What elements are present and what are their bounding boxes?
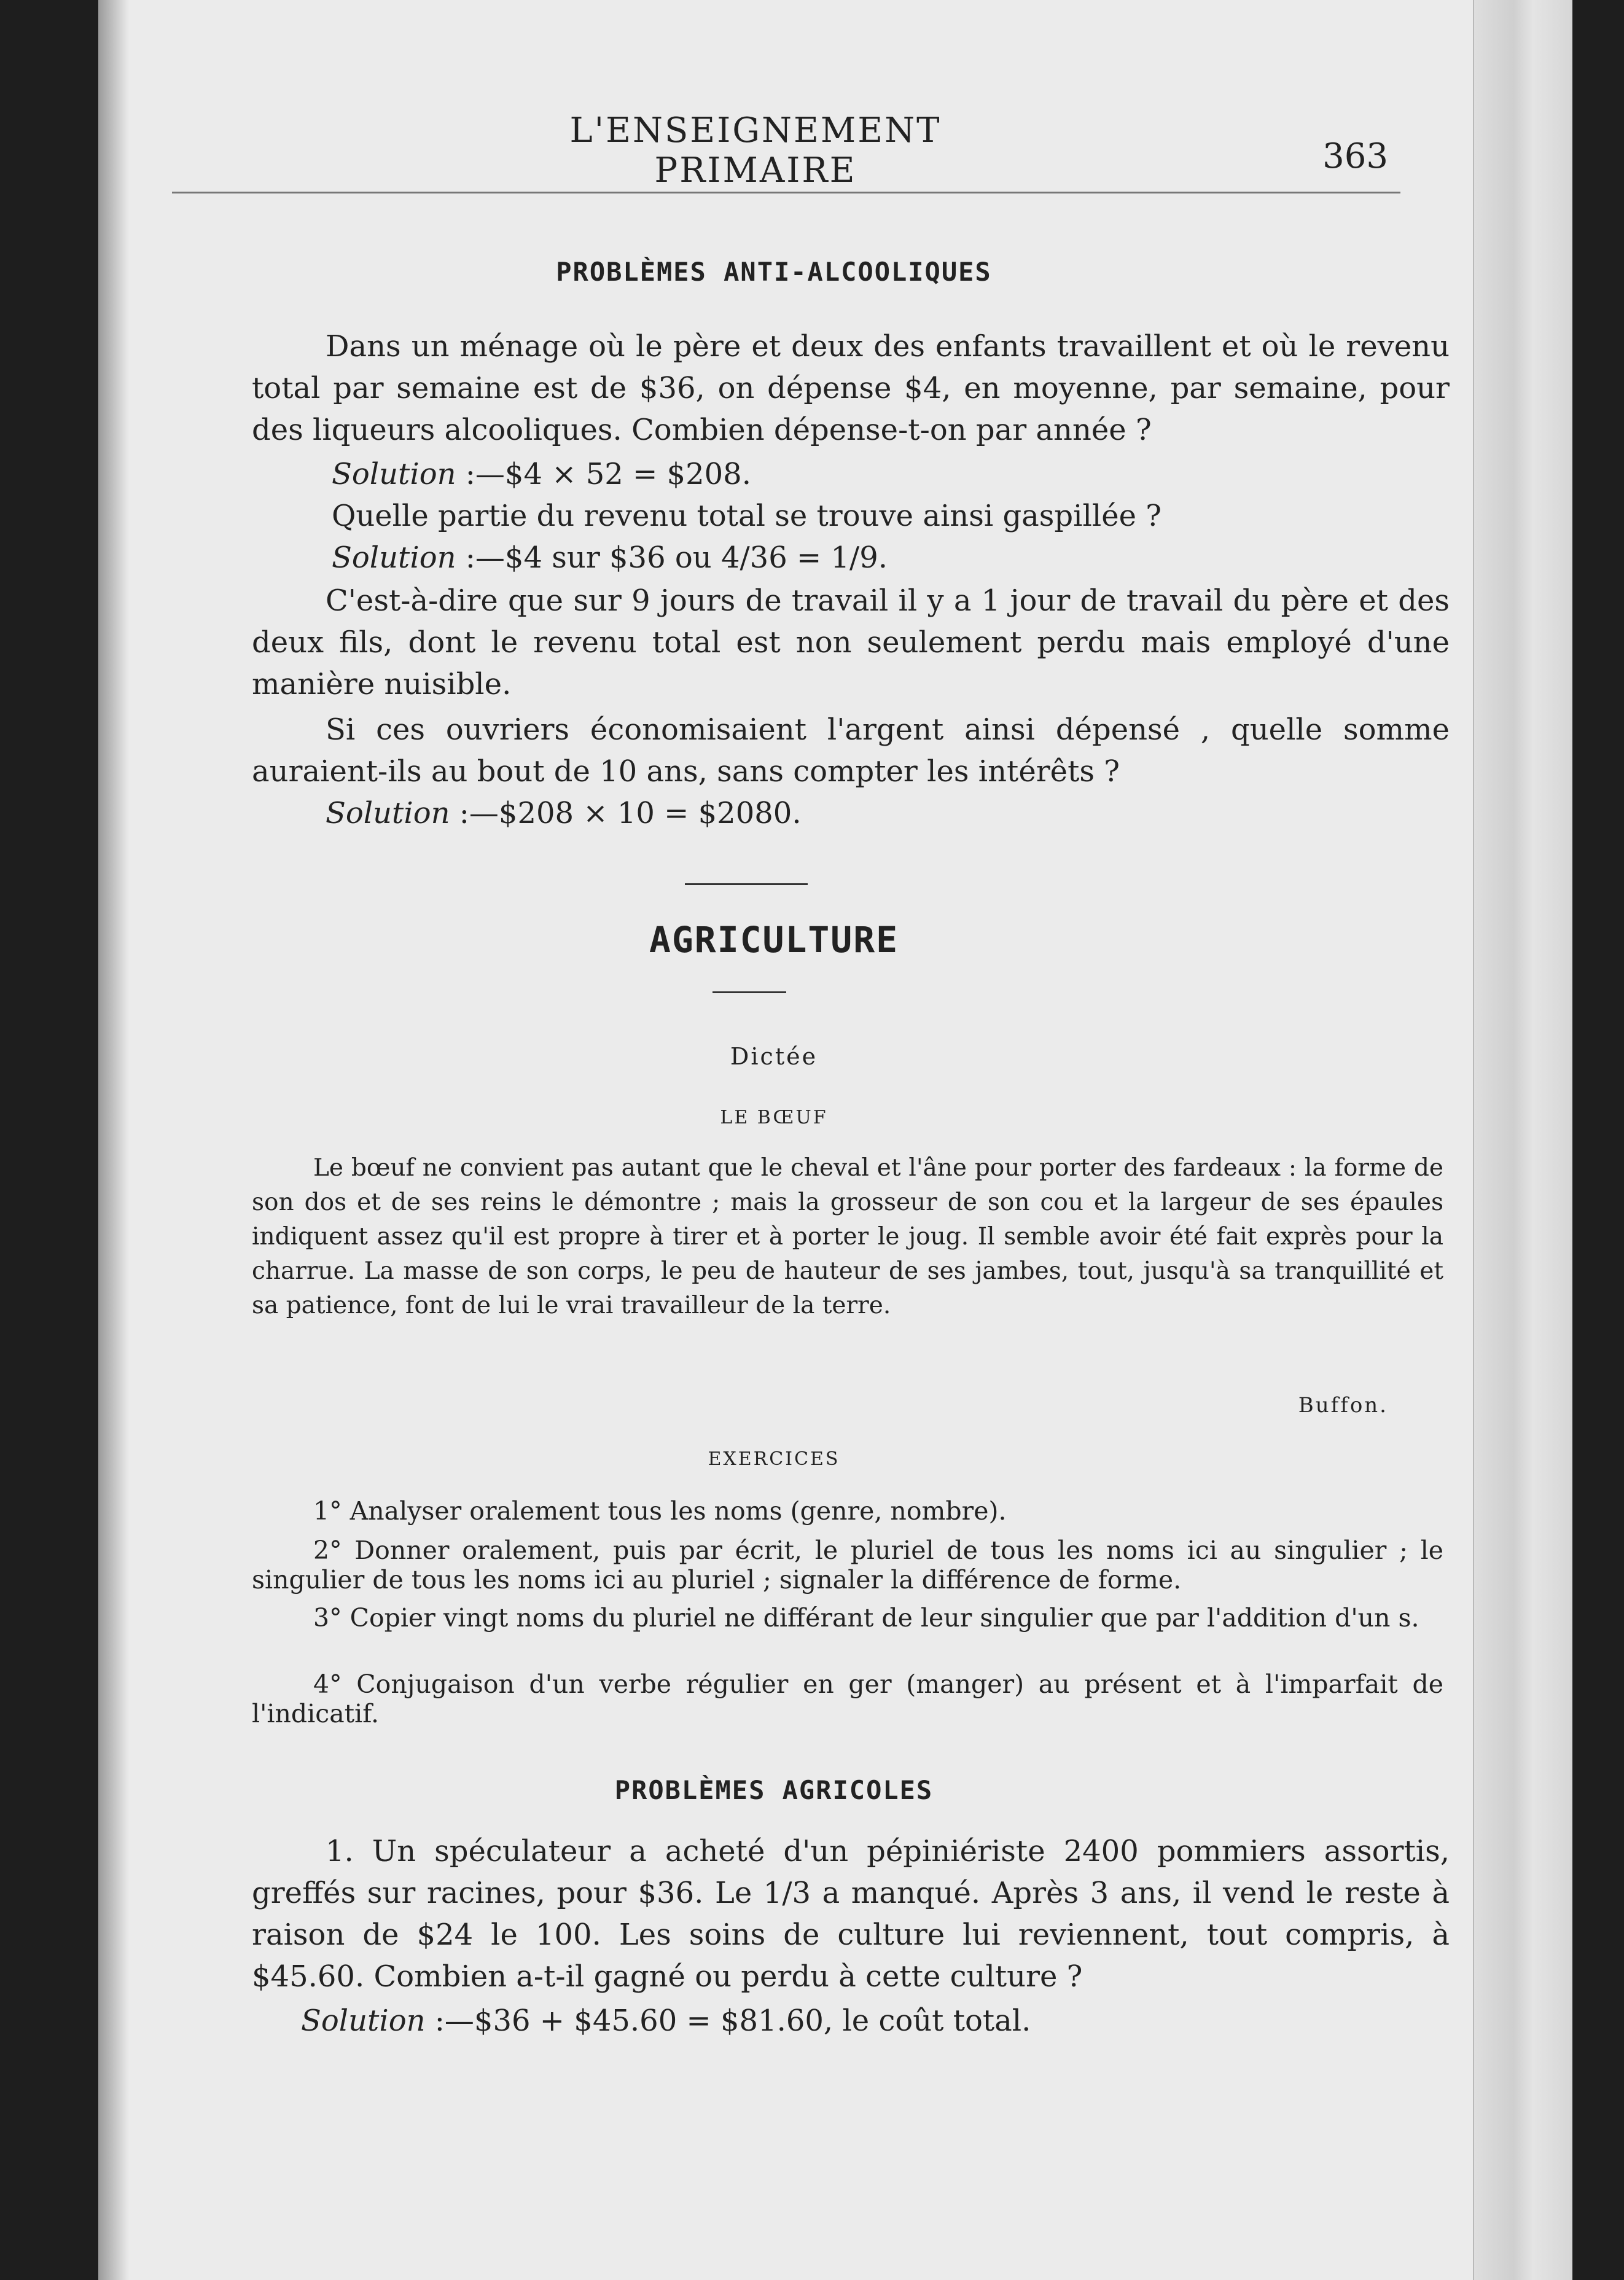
anti-alcool-paragraph-1: Dans un ménage où le père et deux des enfants travaillent et où le revenu total par semaine est de $36, on dépense $4, en moyenne, par semaine, pour des liqueurs alcooliques. Combien dépense-t-on par année ? (252, 329, 1450, 447)
agricoles-solution-1: Solution :—$36 + $45.60 = $81.60, le coût total. (301, 2004, 1031, 2038)
anti-alcool-title: PROBLÈMES ANTI-ALCOOLIQUES (556, 257, 992, 287)
agricoles-title: PROBLÈMES AGRICOLES (614, 1775, 934, 1805)
author: Buffon. (1298, 1393, 1388, 1418)
header-rule (172, 192, 1400, 193)
exercice-item: 4° Conjugaison d'un verbe régulier en ger (manger) au présent et à l'imparfait de l'indicatif. (252, 1669, 1443, 1728)
anti-alcool-paragraph-2: C'est-à-dire que sur 9 jours de travail il y a 1 jour de travail du père et des deux fils, dont le revenu total est non seulement perdu mais employé d'une manière nuisible. (252, 584, 1450, 701)
dictee-title: LE BŒUF (720, 1107, 828, 1128)
solution-3: Solution :—$208 × 10 = $2080. (326, 796, 802, 830)
solution-2: Solution :—$4 sur $36 ou 4/36 = 1/9. (332, 541, 888, 575)
anti-alcool-paragraph-3: Si ces ouvriers économisaient l'argent ainsi dépensé , quelle somme auraient-ils au bout de 10 ans, sans compter les intérêts ? (252, 712, 1450, 789)
section-rule-bottom (712, 991, 786, 993)
dictee-text: Le bœuf ne convient pas autant que le cheval et l'âne pour porter des fardeaux : la forme de son dos et de ses reins le démontre ; mais la grosseur de son cou et la largeur de ses épaules indiquent assez qu'il est propre à tirer et à porter le joug. Il semble avoir été fait exprès pour la charrue. La masse de son corps, le peu de hauteur de ses jambes, tout, jusqu'à sa tranquillité et sa patience, font de lui le vrai travailleur de la terre. (252, 1154, 1443, 1319)
agricoles-problem-1: 1. Un spéculateur a acheté d'un pépiniériste 2400 pommiers assortis, greffés sur racines, pour $36. Le 1/3 a manqué. Après 3 ans, il vend le reste à raison de $24 le 100. Les soins de culture lui reviennent, tout compris, à $45.60. Combien a-t-il gagné ou perdu à cette culture ? (252, 1834, 1450, 1994)
gutter-shadow (98, 0, 129, 2280)
page-edge (1473, 0, 1572, 2280)
section-rule-top (685, 883, 808, 885)
agriculture-title: AGRICULTURE (649, 919, 899, 961)
book-page (98, 0, 1572, 2280)
solution-1: Solution :—$4 × 52 = $208. (332, 457, 751, 491)
page-number: 363 (1322, 136, 1388, 176)
exercice-item: 2° Donner oralement, puis par écrit, le pluriel de tous les noms ici au singulier ; le singulier de tous les noms ici au pluriel ; signaler la différence de forme. (252, 1536, 1443, 1595)
exercice-item: 3° Copier vingt noms du pluriel ne différant de leur singulier que par l'addition d'un s. (313, 1603, 1419, 1633)
running-title: L'ENSEIGNEMENT PRIMAIRE (569, 111, 942, 190)
question-2: Quelle partie du revenu total se trouve ainsi gaspillée ? (332, 499, 1162, 533)
dictee-label: Dictée (730, 1043, 818, 1070)
exercice-item: 1° Analyser oralement tous les noms (genre, nombre). (313, 1496, 1007, 1526)
exercices-title: EXERCICES (708, 1448, 840, 1470)
